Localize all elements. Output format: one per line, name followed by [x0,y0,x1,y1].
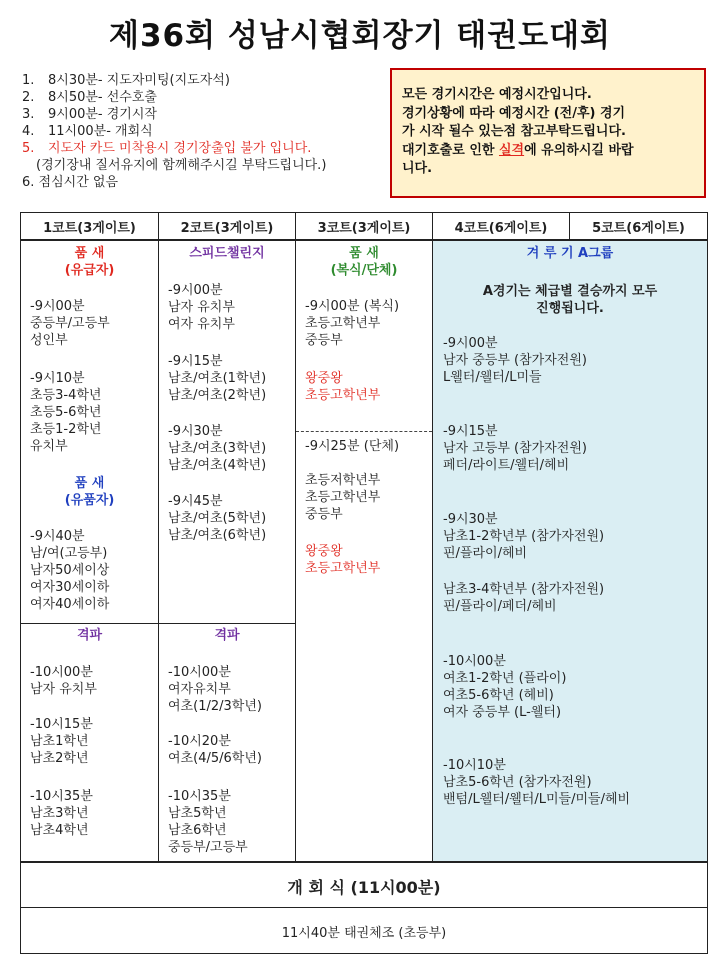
opening-ceremony: 개 회 식 (11시00분) [287,878,441,897]
court1-title-poomsae: 품 새 [74,246,105,261]
header-court2: 2코트(3게이트) [159,213,296,241]
court45-note: A경기는 체급별 결승까지 모두 진행됩니다. [482,284,658,316]
court2-block: -10시20분 여초(4/5/6학년) [168,734,262,766]
court2-block: -9시45분 남초/여초(5학년) 남초/여초(6학년) [168,494,267,543]
court45-block: -9시30분 남초1-2학년부 (참가자전원) 핀/플라이/헤비 [443,512,605,561]
header-court1: 1코트(3게이트) [21,213,159,241]
court2-block: -9시15분 남초/여초(1학년) 남초/여초(2학년) [168,354,267,403]
list-item: 6. 점심시간 없음 [22,175,119,190]
schedule-list [22,72,326,191]
list-item: 3. 9시00분- 경기시작 [22,107,157,122]
schedule-table [20,212,708,954]
court2-block: -9시30분 남초/여초(3학년) 남초/여초(4학년) [168,424,267,473]
court1-block: -10시00분 남자 유치부 [30,665,97,697]
court3-block: 초등저학년부 초등고학년부 중등부 [305,473,381,522]
court2-block: -10시00분 여자유치부 여초(1/2/3학년) [168,665,262,714]
court3-block: -9시00분 (복식) 초등고학년부 중등부 [305,299,400,348]
court45-block: -9시00분 남자 중등부 (참가자전원) L웰터/웰터/L미들 [443,336,587,385]
court2-block: -10시35분 남초5학년 남초6학년 중등부/고등부 [168,789,248,855]
court3-finals: 왕중왕 초등고학년부 [305,544,381,576]
court3-block: -9시25분 (단체) [305,439,400,454]
court2-title1: 스피드챌린지 [189,246,265,261]
court45-block: -9시15분 남자 고등부 (참가자전원) 페더/라이트/웰터/헤비 [443,424,587,473]
court2-title2: 격파 [214,628,240,643]
court45-block: -10시10분 남초5-6학년 (참가자전원) 밴텀/L웰터/웰터/L미들/미들/헤비 [443,758,631,807]
court1-block: -10시15분 남초1학년 남초2학년 [30,717,93,766]
court1-block: -9시40분 남/여(고등부) 남자50세이상 여자30세이하 여자40세이하 [30,529,110,612]
court1-title3: 격파 [76,628,103,643]
list-item: 4. 11시00분- 개회식 [22,124,153,139]
header-court5: 5코트(6게이트) [570,213,707,241]
header-court4: 4코트(6게이트) [433,213,570,241]
court1-sub-grade: (유급자) [64,263,115,278]
court1-column [21,245,158,279]
court3-title: 품 새 (복식/단체) [330,246,398,278]
court2-block: -9시00분 남자 유치부 여자 유치부 [168,283,235,332]
court45-block: 남초3-4학년부 (참가자전원) 핀/플라이/페더/헤비 [443,582,605,614]
disqualification-text: 실격 [498,142,525,158]
list-item: 1. 8시30분- 지도자미팅(지도자석) [22,73,230,88]
court45-block: -10시00분 여초1-2학년 (플라이) 여초5-6학년 (헤비) 여자 중등부 (L-웰터) [443,654,567,720]
list-item-note: (경기장내 질서유지에 함께해주시길 부탁드립니다.) [36,158,327,173]
court45-title: 겨 루 기 A그룹 [526,246,614,261]
list-item-warning: 5. 지도자 카드 미착용시 경기장출입 불가 입니다. [22,141,312,156]
header-court3: 3코트(3게이트) [296,213,433,241]
taekwondo-gymnastics: 11시40분 태권체조 (초등부) [281,926,447,941]
court1-block: -10시35분 남초3학년 남초4학년 [30,789,93,838]
court1-block: -9시10분 초등3-4학년 초등5-6학년 초등1-2학년 유치부 [30,371,102,454]
court1-title2: 품 새 (유품자) [64,476,115,508]
page-title: 제36회 성남시협회장기 태권도대회 [109,18,611,54]
court1-block: -9시00분 중등부/고등부 성인부 [30,299,110,348]
list-item: 2. 8시50분- 선수호출 [22,90,157,105]
court3-finals: 왕중왕 초등고학년부 [305,371,381,403]
notice-box: 모든 경기시간은 예정시간입니다. 경기상황에 따라 예정시간 (전/후) 경기 가 시작 될수 있는점 참고부탁드립니다. 대기호출로 인한 실격에 유의하시길 바랍 니다. [390,68,706,198]
